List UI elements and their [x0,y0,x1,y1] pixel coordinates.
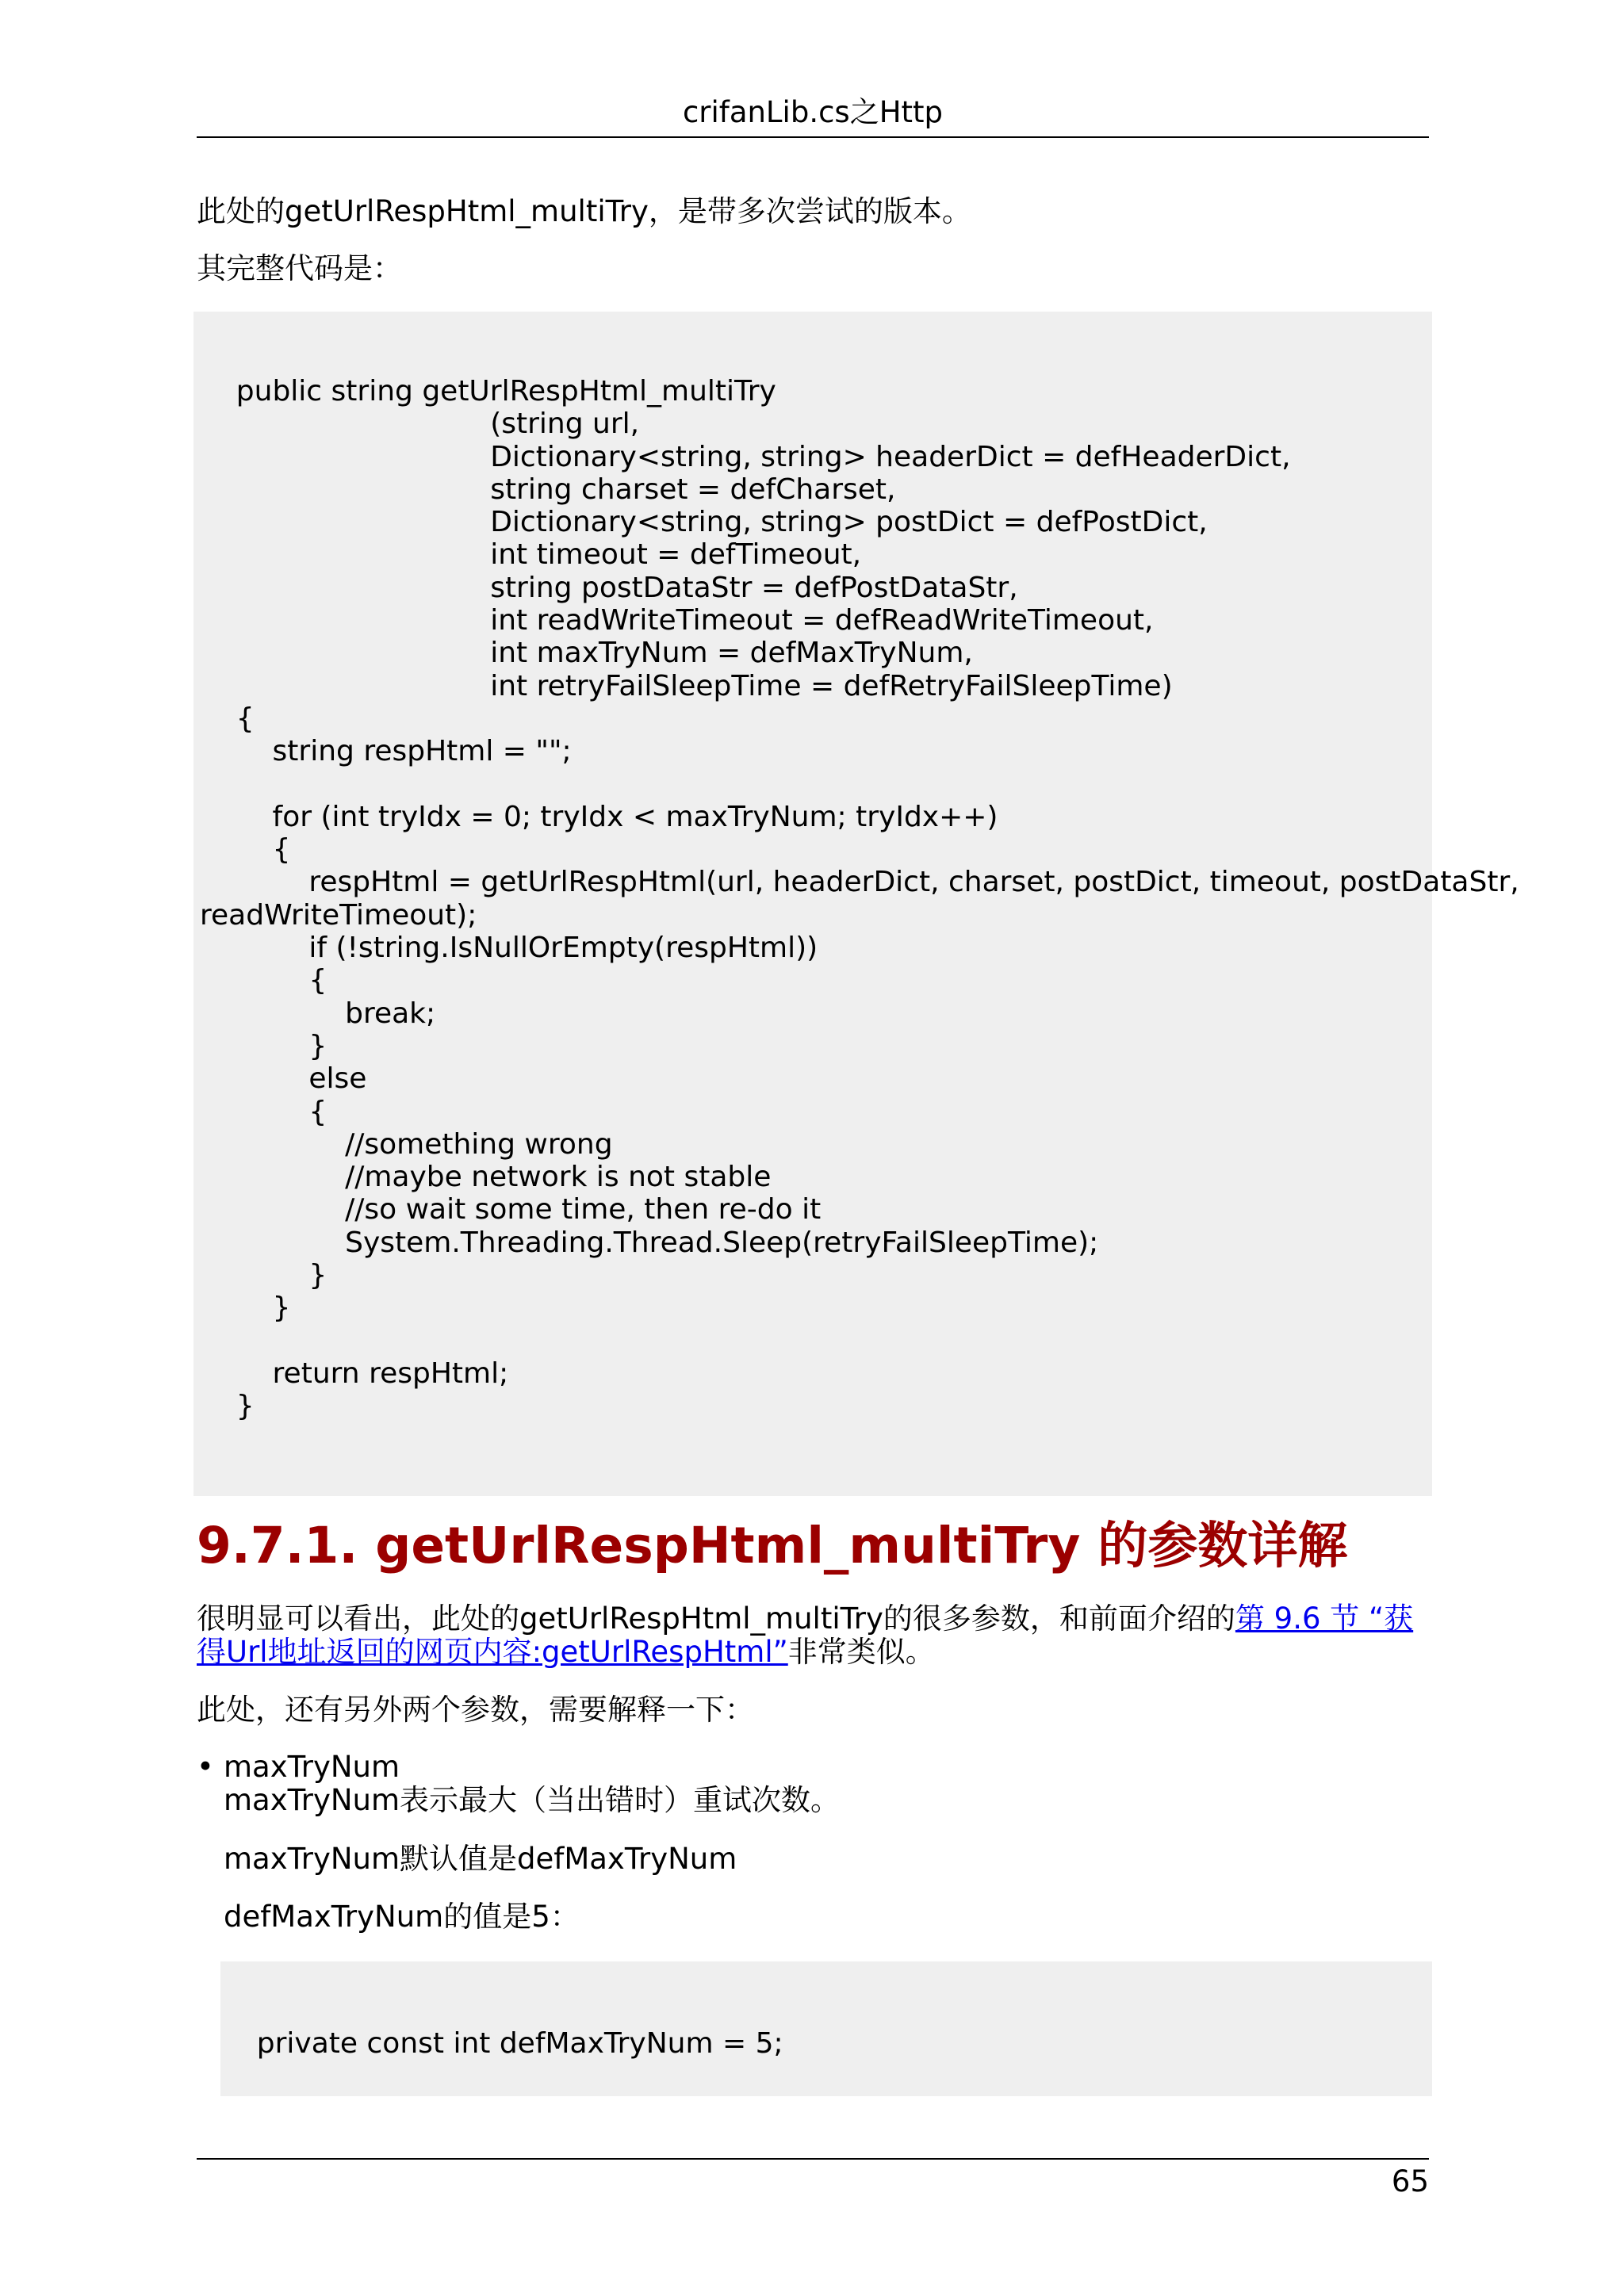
bullet-marker: • [197,1750,214,1784]
page-header-title: crifanLib.cs之Http [682,95,944,129]
code-text-const: private const int defMaxTryNum = 5; [220,2027,783,2060]
section-heading: 9.7.1. getUrlRespHtml_multiTry 的参数详解 [197,1517,1348,1575]
bullet-description: maxTryNum表示最大（当出错时）重试次数。 [224,1783,841,1817]
bullet-value: defMaxTryNum的值是5： [224,1900,580,1934]
section-paragraph-1-tail: 非常类似。 [787,1635,935,1669]
intro-line-1: 此处的getUrlRespHtml_multiTry，是带多次尝试的版本。 [197,194,971,228]
footer-divider [197,2158,1429,2160]
bullet-default-value: maxTryNum默认值是defMaxTryNum [224,1842,737,1876]
section-paragraph-1 [197,1602,1429,1669]
code-block-const [220,1961,1432,2096]
bullet-term: maxTryNum [224,1750,400,1784]
code-text: public string getUrlRespHtml_multiTry (string url, Dictionary<string, string> headerDict = defHeaderDict, string charset = defCharset, Dictionary<string, string> postDict = defPostDict, int timeout = defTimeout, string postDataStr = defPostDataStr, int readWriteTimeout = defReadWriteTimeout, int maxTryNum = defMaxTryNum, int retryFailSleepTime = defRetryFailSleepTime) { string respHtml = ""; for (int tryIdx = 0; tryIdx < maxTryNum; tryIdx++) { respHtml = getUrlRespHtml(url, headerDict, charset, postDict, timeout, postDataStr, readWriteTimeout); if (!string.IsNullOrEmpty(respHtml)) { break; } else { //something wrong //maybe network is not stable //so wait some time, then re-do it System.Threading.Thread.Sleep(retryFailSleepTime); } } return respHtml; } [200,375,1519,1423]
section-paragraph-1-text: 很明显可以看出，此处的getUrlRespHtml_multiTry的很多参数，和前面介绍的 [197,1601,1235,1636]
cross-reference-link[interactable]: 第 9.6 节 “获得Url地址返回的网页内容:getUrlRespHtml” [197,1601,1414,1669]
header-divider [197,136,1429,138]
page-number: 65 [1391,2164,1429,2198]
section-paragraph-2: 此处，还有另外两个参数，需要解释一下： [197,1693,754,1727]
code-block-multitry [193,312,1519,1496]
intro-line-2: 其完整代码是： [197,251,402,285]
